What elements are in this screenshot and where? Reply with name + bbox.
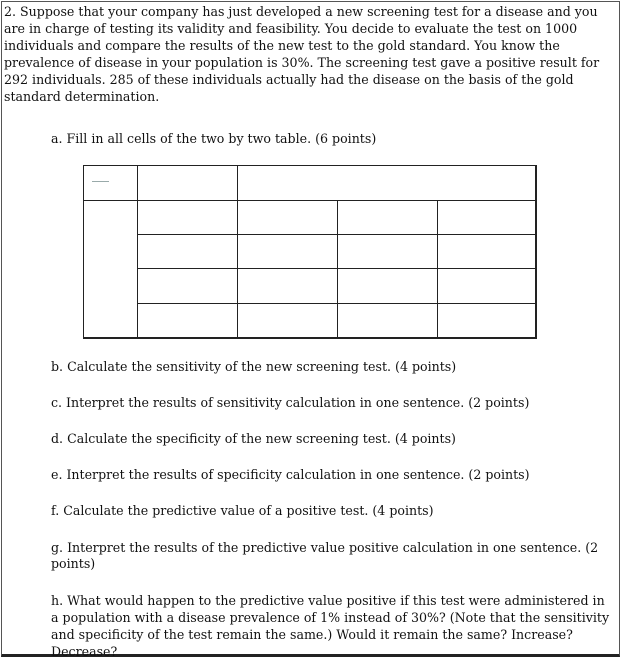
table-cell[interactable] xyxy=(337,268,438,304)
table-cell[interactable] xyxy=(237,234,338,269)
table-cell[interactable] xyxy=(337,234,438,269)
question-a: a. Fill in all cells of the two by two table. (6 points) xyxy=(51,131,377,146)
question-e: e. Interpret the results of specificity calculation in one sentence. (2 points) xyxy=(51,467,530,482)
table-cell[interactable] xyxy=(437,303,537,339)
table-header-cell[interactable] xyxy=(137,165,238,201)
table-header-span-cell[interactable] xyxy=(237,165,537,201)
table-cell[interactable] xyxy=(237,268,338,304)
table-cell[interactable] xyxy=(437,200,537,235)
table-cell[interactable] xyxy=(137,234,238,269)
two-by-two-table xyxy=(83,165,536,338)
table-cell[interactable] xyxy=(237,200,338,235)
table-cell[interactable] xyxy=(437,268,537,304)
question-g: g. Interpret the results of the predictive value positive calculation in one sentence. (2 points) xyxy=(51,540,599,571)
text-cursor-mark xyxy=(92,181,109,182)
question-c: c. Interpret the results of sensitivity calculation in one sentence. (2 points) xyxy=(51,395,530,410)
question-f: f. Calculate the predictive value of a positive test. (4 points) xyxy=(51,503,434,518)
table-cell[interactable] xyxy=(137,268,238,304)
question-b: b. Calculate the sensitivity of the new screening test. (4 points) xyxy=(51,359,457,374)
table-cell[interactable] xyxy=(137,200,238,235)
table-row-label-column[interactable] xyxy=(83,200,138,339)
table-cell[interactable] xyxy=(337,200,438,235)
table-cell[interactable] xyxy=(437,234,537,269)
table-cell[interactable] xyxy=(237,303,338,339)
table-cell[interactable] xyxy=(337,303,438,339)
table-cell[interactable] xyxy=(137,303,238,339)
question-h: h. What would happen to the predictive value positive if this test were administered in a population with a disease prevalence of 1% instead of 30%? (Note that the sensitivity and specificity of the test remain the same.) Would it remain the same? Increase? Decrease? xyxy=(51,593,610,659)
table-corner-cell[interactable] xyxy=(83,165,138,201)
question-d: d. Calculate the specificity of the new screening test. (4 points) xyxy=(51,431,456,446)
question-2-intro: 2. Suppose that your company has just developed a new screening test for a disease and you are in charge of testing its validity and feasibility. You decide to evaluate the test on 1000 individuals and compare the results of the new test to the gold standard. You know the prevalence of disease in your population is 30%. The screening test gave a positive result for 292 individuals. 285 of these individuals actually had the disease on the basis of the gold standard determination. xyxy=(4,4,600,105)
